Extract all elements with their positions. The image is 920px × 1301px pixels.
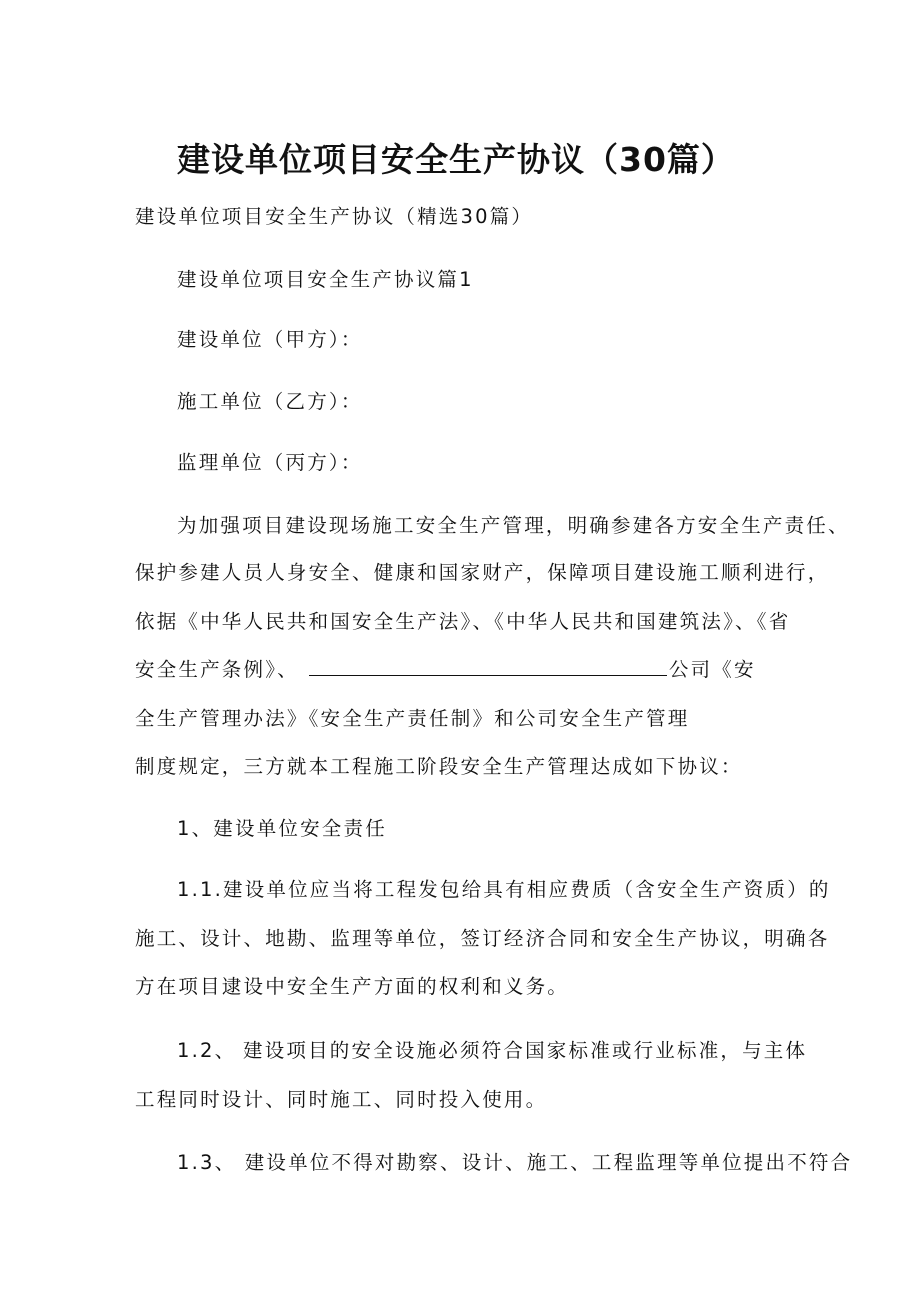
clause-1-2-line-1: 建设项目的安全设施必须符合国家标准或行业标准，与主体 [243,1039,808,1062]
clause-1-2-number: 1.2、 [177,1039,237,1062]
intro-line-5: 全生产管理办法》《安全生产责任制》和公司安全生产管理 [135,707,690,730]
clause-1-1-line-3: 方在项目逮设中安全生产方面的权利和义务。 [135,975,570,998]
intro-line-4 [135,660,756,680]
clause-1-1-line-1: 1.1.建设单位应当将工程发包给具有相应费质（含安全生产资质）的 [177,878,831,901]
party-b-label: 施工单位（乙方）： [177,390,363,413]
intro-line-4-end: 公司《安 [668,658,756,681]
party-a-label: 建设单位（甲方）： [177,328,363,351]
intro-line-3: 依据《中华人民共和国安全生产法》、《中华人民共和国建筑法》、《省 [135,610,791,633]
document-title: 建设单位项目安全生产协议（30篇） [177,140,735,179]
clause-1-3-line-1: 1.3、 建设单位不得对勘察、设计、施工、工程监理等单位提出不符合 [177,1151,853,1174]
party-c-label: 监理单位（丙方）： [177,451,363,474]
clause-1-2-line-2: 工程同时设计、同时施工、同时投入使用。 [135,1088,548,1111]
intro-line-2: 保护参建人员人身安全、健康和国家财产，保障项目建设施工顺利进行， [135,561,830,584]
clause-1-1-line-2: 施工、设计、地勘、监理等单位，签订经济合同和安全生产协议，明确各 [135,927,830,950]
blank-fill-line [309,674,667,676]
section-heading: 建设单位项目安全生产协议篇1 [177,268,474,291]
clause-1-heading: 1、建设单位安全责任 [177,817,387,840]
intro-line-6: 制度规定，三方就本工程施工阶段安全生产管理达成如下协议： [135,755,743,778]
document-subtitle: 建设单位项目安全生产协议（精选30篇） [135,205,534,228]
intro-line-1: 为加强项目建设现场施工安全生产管理，明确参建各方安全生产责任、 [177,514,850,537]
intro-line-4-start: 安全生产条例》、 [135,658,299,681]
